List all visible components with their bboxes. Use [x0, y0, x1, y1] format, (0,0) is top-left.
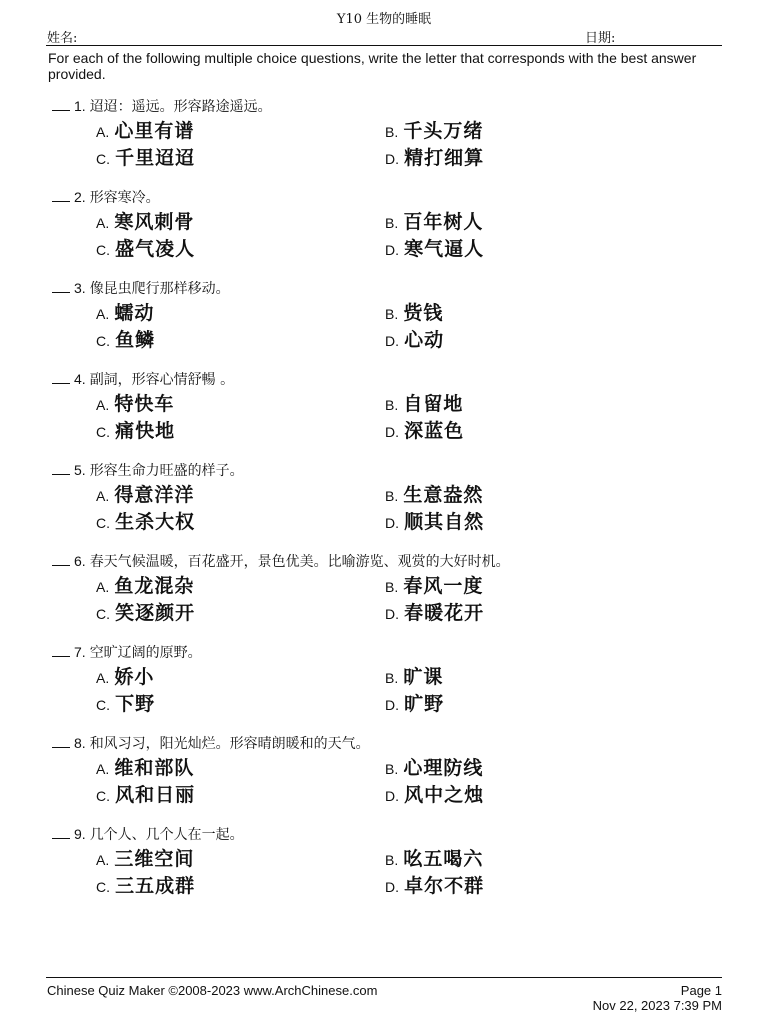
option-letter: A. [96, 761, 110, 777]
question-prompt: 和风习习，阳光灿烂。形容晴朗暖和的天气。 [89, 736, 370, 752]
question-6 [52, 551, 732, 637]
option-letter: B. [385, 852, 399, 868]
option-text: 寒气逼人 [404, 238, 485, 260]
option-b [385, 571, 483, 598]
answer-blank [52, 826, 70, 839]
name-label: 姓名: [47, 31, 78, 46]
option-letter: B. [385, 306, 399, 322]
option-text: 下野 [115, 693, 156, 715]
footer-divider [46, 977, 722, 978]
answer-blank [52, 462, 70, 475]
option-text: 心动 [404, 329, 445, 351]
option-letter: A. [96, 306, 110, 322]
option-letter: C. [96, 606, 110, 622]
option-a [96, 571, 194, 598]
option-letter: A. [96, 852, 110, 868]
option-letter: A. [96, 215, 110, 231]
option-text: 自留地 [403, 393, 464, 415]
option-text: 心里有谱 [114, 120, 195, 142]
question-1 [52, 96, 732, 182]
option-text: 深蓝色 [404, 420, 465, 442]
option-text: 旷野 [404, 693, 445, 715]
option-text: 赀钱 [403, 302, 444, 324]
question-prompt: 形容寒冷。 [89, 190, 160, 206]
answer-blank [52, 280, 70, 293]
option-letter: C. [96, 424, 110, 440]
option-letter: B. [385, 579, 399, 595]
option-d [385, 234, 484, 261]
option-c [96, 325, 155, 352]
option-letter: A. [96, 579, 110, 595]
option-letter: D. [385, 242, 399, 258]
option-text: 旷课 [403, 666, 444, 688]
question-number: 7. [74, 644, 86, 660]
option-letter: C. [96, 151, 110, 167]
question-2 [52, 187, 732, 273]
question-prompt: 空旷辽阔的原野。 [89, 645, 202, 661]
question-7 [52, 642, 732, 728]
answer-blank [52, 189, 70, 202]
option-c [96, 871, 195, 898]
option-b [385, 207, 483, 234]
option-letter: B. [385, 215, 399, 231]
option-letter: B. [385, 670, 399, 686]
option-d [385, 507, 484, 534]
option-letter: B. [385, 488, 399, 504]
question-prompt: 副詞，形容心情舒暢 。 [89, 372, 235, 388]
answer-blank [52, 371, 70, 384]
question-line [52, 824, 244, 844]
question-number: 3. [74, 280, 86, 296]
option-letter: D. [385, 151, 399, 167]
option-text: 风中之烛 [404, 784, 485, 806]
option-text: 寒风刺骨 [114, 211, 195, 233]
option-d [385, 598, 484, 625]
question-number: 4. [74, 371, 86, 387]
option-c [96, 143, 195, 170]
option-text: 维和部队 [114, 757, 195, 779]
option-d [385, 780, 484, 807]
option-text: 笑逐颜开 [115, 602, 196, 624]
question-4 [52, 369, 732, 455]
option-text: 千头万绪 [403, 120, 484, 142]
option-text: 春暖花开 [404, 602, 485, 624]
option-text: 心理防线 [403, 757, 484, 779]
date-label: 日期: [585, 31, 616, 46]
question-prompt: 春天气候温暖，百花盛开，景色优美。比喻游览、观赏的大好时机。 [89, 554, 510, 570]
question-number: 1. [74, 98, 86, 114]
option-text: 百年树人 [403, 211, 484, 233]
option-b [385, 116, 483, 143]
option-d [385, 325, 444, 352]
option-a [96, 116, 194, 143]
option-letter: A. [96, 670, 110, 686]
option-letter: D. [385, 879, 399, 895]
question-8 [52, 733, 732, 819]
option-letter: C. [96, 242, 110, 258]
option-letter: D. [385, 697, 399, 713]
option-b [385, 389, 463, 416]
question-prompt: 像昆虫爬行那样移动。 [89, 281, 230, 297]
question-prompt: 几个人、几个人在一起。 [89, 827, 244, 843]
header-divider [46, 45, 722, 46]
question-number: 5. [74, 462, 86, 478]
option-text: 鱼鳞 [115, 329, 156, 351]
question-line [52, 642, 202, 662]
option-letter: D. [385, 424, 399, 440]
option-a [96, 389, 174, 416]
option-c [96, 234, 195, 261]
option-text: 春风一度 [403, 575, 484, 597]
option-letter: A. [96, 488, 110, 504]
option-d [385, 143, 484, 170]
option-text: 卓尔不群 [404, 875, 485, 897]
option-b [385, 662, 443, 689]
question-line [52, 551, 510, 571]
answer-blank [52, 553, 70, 566]
print-date: Nov 22, 2023 7:39 PM [592, 998, 722, 1013]
option-a [96, 207, 194, 234]
option-a [96, 298, 154, 325]
option-text: 痛快地 [115, 420, 176, 442]
option-d [385, 689, 444, 716]
option-text: 得意洋洋 [114, 484, 195, 506]
option-c [96, 416, 175, 443]
answer-blank [52, 644, 70, 657]
option-text: 风和日丽 [115, 784, 196, 806]
option-b [385, 480, 483, 507]
option-d [385, 871, 484, 898]
option-a [96, 662, 154, 689]
question-9 [52, 824, 732, 910]
option-c [96, 598, 195, 625]
option-letter: B. [385, 124, 399, 140]
option-text: 特快车 [114, 393, 175, 415]
page-number: Page 1 [680, 983, 722, 998]
option-letter: C. [96, 788, 110, 804]
footer-credit: Chinese Quiz Maker ©2008-2023 www.ArchChinese.com [47, 983, 378, 998]
instructions: For each of the following multiple choice questions, write the letter that corresponds with the best answer provided. [48, 50, 697, 82]
answer-blank [52, 98, 70, 111]
option-text: 吆五喝六 [403, 848, 484, 870]
question-line [52, 460, 244, 480]
option-text: 千里迢迢 [115, 147, 196, 169]
option-a [96, 844, 194, 871]
question-3 [52, 278, 732, 364]
question-number: 8. [74, 735, 86, 751]
question-5 [52, 460, 732, 546]
option-text: 蠕动 [114, 302, 155, 324]
question-prompt: 形容生命力旺盛的样子。 [89, 463, 244, 479]
option-letter: D. [385, 606, 399, 622]
option-b [385, 753, 483, 780]
option-text: 精打细算 [404, 147, 485, 169]
option-letter: B. [385, 397, 399, 413]
option-d [385, 416, 464, 443]
option-letter: D. [385, 333, 399, 349]
question-line [52, 369, 234, 389]
option-c [96, 780, 195, 807]
option-text: 娇小 [114, 666, 155, 688]
question-line [52, 187, 160, 207]
option-text: 生意盎然 [403, 484, 484, 506]
option-letter: A. [96, 397, 110, 413]
option-b [385, 298, 443, 325]
question-number: 9. [74, 826, 86, 842]
option-text: 三维空间 [114, 848, 195, 870]
option-a [96, 753, 194, 780]
option-text: 生杀大权 [115, 511, 196, 533]
answer-blank [52, 735, 70, 748]
option-letter: C. [96, 879, 110, 895]
page-title: Y10 生物的睡眠 [336, 12, 432, 27]
option-letter: D. [385, 515, 399, 531]
option-text: 顺其自然 [404, 511, 485, 533]
option-letter: B. [385, 761, 399, 777]
question-line [52, 96, 272, 116]
question-prompt: 迢迢：遥远。形容路途遥远。 [89, 99, 272, 115]
option-letter: D. [385, 788, 399, 804]
option-text: 盛气凌人 [115, 238, 196, 260]
question-line [52, 278, 230, 298]
option-a [96, 480, 194, 507]
option-c [96, 689, 155, 716]
option-text: 鱼龙混杂 [114, 575, 195, 597]
option-c [96, 507, 195, 534]
question-number: 6. [74, 553, 86, 569]
option-letter: C. [96, 697, 110, 713]
option-text: 三五成群 [115, 875, 196, 897]
option-letter: A. [96, 124, 110, 140]
option-letter: C. [96, 333, 110, 349]
question-line [52, 733, 370, 753]
question-number: 2. [74, 189, 86, 205]
option-b [385, 844, 483, 871]
option-letter: C. [96, 515, 110, 531]
